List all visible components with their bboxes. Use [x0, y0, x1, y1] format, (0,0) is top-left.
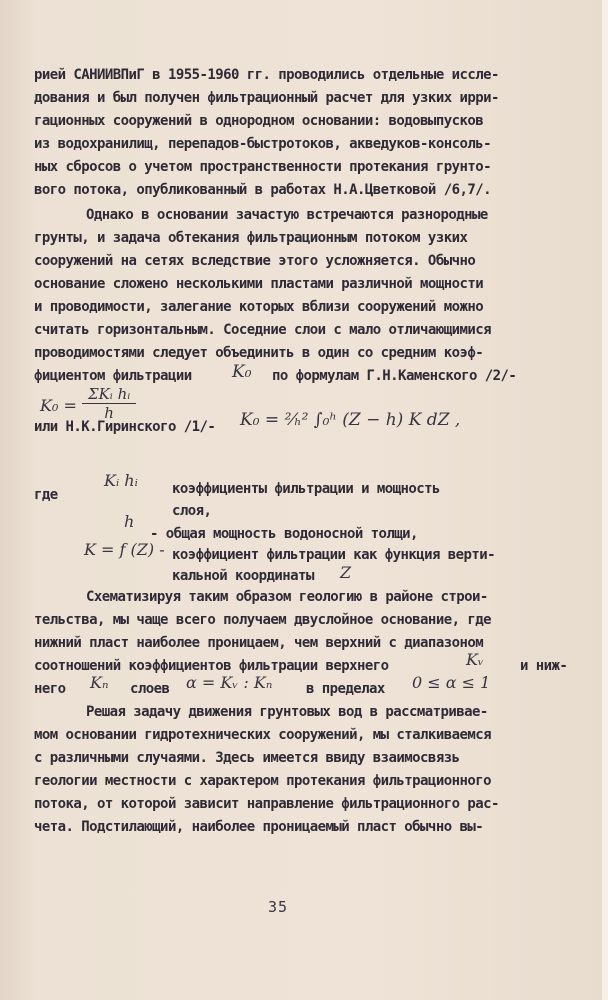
text-line: соотношений коэффициентов фильтрации верхнего — [34, 658, 389, 674]
text-line: дования и был получен фильтрационный расчет для узких ирри- — [34, 90, 499, 106]
text-line: него — [34, 681, 66, 697]
text-line: рией САНИИВПиГ в 1955-1960 гг. проводились отдельные иссле- — [34, 67, 499, 83]
page-number: 35 — [268, 898, 289, 916]
text-line: нижний пласт наиболее проницаем, чем верхний с диапазоном — [34, 635, 484, 651]
math-ki-hi: Kᵢ hᵢ — [104, 471, 138, 490]
text-line: где — [34, 487, 58, 503]
text-line: основание сложено несколькими пластами различной мощности — [34, 276, 484, 292]
text-line: Схематизируя таким образом геологию в районе строи- — [86, 589, 488, 605]
text-line: геологии местности с характером протекания фильтрационного — [34, 773, 491, 789]
text-line: в пределах — [306, 681, 385, 697]
text-line: слоя, — [172, 503, 212, 519]
text-line: вого потока, опубликованный в работах Н.А.Цветковой /6,7/. — [34, 182, 491, 198]
formula-kamensky-fraction — [82, 385, 136, 422]
text-line: - общая мощность водоносной толщи, — [150, 526, 418, 542]
text-line: Однако в основании зачастую встречаются разнородные — [86, 207, 488, 223]
text-line: грунты, и задача обтекания фильтрационным потоком узких — [34, 230, 468, 246]
text-line: Решая задачу движения грунтовых вод в рассматривае- — [86, 704, 488, 720]
text-line: чета. Подстилающий, наиболее проницаемый пласт обычно вы- — [34, 819, 484, 835]
math-z: Z — [340, 563, 352, 582]
math-alpha-ratio: α = Kᵥ : Kₙ — [186, 673, 273, 692]
fraction-numerator: ΣKᵢ hᵢ — [82, 385, 136, 404]
text-line: сооружений на сетях вследствие этого усложняется. Обычно — [34, 253, 476, 269]
text-line: кальной координаты — [172, 568, 314, 584]
text-line: потока, от которой зависит направление фильтрационного рас- — [34, 796, 499, 812]
text-line: гационных сооружений в однородном основании: водовыпусков — [34, 113, 484, 129]
text-line: считать горизонтальным. Соседние слои с мало отличающимися — [34, 322, 491, 338]
math-h: h — [124, 512, 135, 531]
math-kv: Kᵥ — [466, 650, 484, 669]
math-kn: Kₙ — [90, 673, 109, 692]
fraction-denominator: h — [104, 404, 114, 422]
text-line: слоев — [130, 681, 170, 697]
math-k-fz: K = f (Z) - — [84, 540, 165, 559]
text-line: ных сбросов о учетом пространственности протекания грунто- — [34, 159, 491, 175]
paper-edge — [602, 0, 608, 1000]
text-line: тельства, мы чаще всего получаем двуслойное основание, где — [34, 612, 491, 628]
text-line: из водохранилищ, перепадов-быстротоков, акведуков-консоль- — [34, 136, 491, 152]
math-alpha-range: 0 ≤ α ≤ 1 — [412, 673, 491, 692]
text-line: или Н.К.Гиринского /1/- — [34, 419, 216, 435]
text-line: с различными случаями. Здесь имеется ввиду взаимосвязь — [34, 750, 460, 766]
text-line: по формулам Г.Н.Каменского /2/- — [272, 368, 517, 384]
text-line: коэффициент фильтрации как функция верти- — [172, 547, 496, 563]
formula-kamensky-lhs: K₀ = — [40, 396, 77, 415]
math-k0: K₀ — [232, 362, 252, 382]
text-line: проводимостями следует объединить в один со средним коэф- — [34, 345, 484, 361]
text-line: фициентом фильтрации — [34, 368, 192, 384]
formula-girinsky: K₀ = ²⁄ₕ² ∫₀ʰ (Z − h) K dZ , — [240, 410, 461, 430]
text-line: и проводимости, залегание которых вблизи сооружений можно — [34, 299, 484, 315]
text-line: и ниж- — [520, 658, 568, 674]
text-line: мом основании гидротехнических сооружений, мы сталкиваемся — [34, 727, 491, 743]
text-line: коэффициенты фильтрации и мощность — [172, 481, 440, 497]
